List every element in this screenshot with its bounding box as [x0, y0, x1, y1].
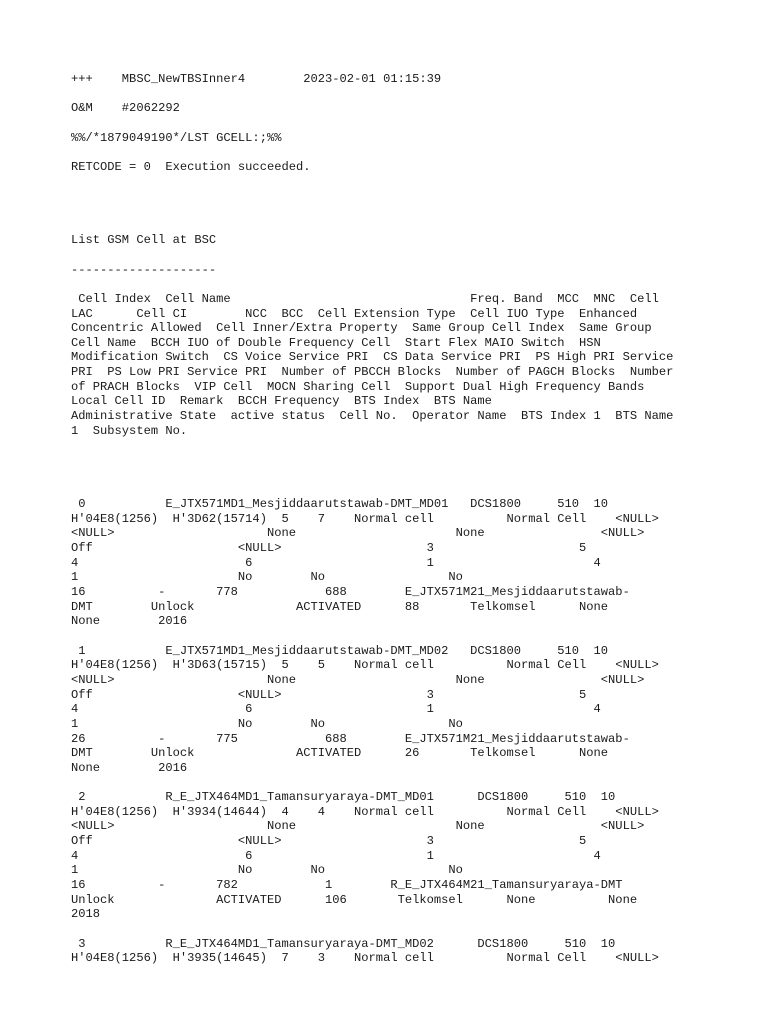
column-header-line: PRI PS Low PRI Service PRI Number of PBCCH Blocks Number of PAGCH Blocks Number: [71, 365, 674, 380]
record-line: 1 No No No: [71, 863, 463, 878]
column-header-line: Modification Switch CS Voice Service PRI CS Data Service PRI PS High PRI Service: [71, 350, 674, 365]
header-line-command: %%/*1879049190*/LST GCELL:;%%: [71, 130, 282, 145]
record-line: Off <NULL> 3 5: [71, 541, 587, 555]
record-line: Off <NULL> 3 5: [71, 834, 587, 849]
record-line: DMT Unlock ACTIVATED 26 Telkomsel None: [71, 746, 609, 761]
report-title: List GSM Cell at BSC: [71, 233, 217, 248]
column-header-line: LAC Cell CI NCC BCC Cell Extension Type Cell IUO Type Enhanced: [71, 306, 638, 321]
record-line: DMT Unlock ACTIVATED 88 Telkomsel None: [71, 599, 609, 614]
header-line-om: O&M #2062292: [71, 101, 180, 116]
column-header-line: 1 Subsystem No.: [71, 423, 188, 438]
record-line: 1 No No No: [71, 716, 463, 731]
record-line: 4 6 1 4: [71, 702, 601, 717]
record-line: 26 - 775 688 E_JTX571M21_Mesjiddaarutstawab-: [71, 731, 630, 746]
cell-record: [71, 937, 711, 966]
cell-record: [71, 790, 711, 922]
column-header-line: of PRACH Blocks VIP Cell MOCN Sharing Cell Support Dual High Frequency Bands: [71, 379, 645, 394]
record-line: H'04E8(1256) H'3935(14645) 7 3 Normal cell Normal Cell <NULL>: [71, 951, 659, 966]
record-line: Unlock ACTIVATED 106 Telkomsel None None: [71, 892, 638, 907]
record-line: <NULL> None None <NULL>: [71, 672, 645, 687]
record-line: H'04E8(1256) H'3934(14644) 4 4 Normal cell Normal Cell <NULL>: [71, 804, 659, 819]
cell-record: [71, 497, 711, 629]
record-line: 2018: [71, 907, 101, 922]
cell-record: [71, 644, 711, 776]
record-line: 3 R_E_JTX464MD1_Tamansuryaraya-DMT_MD02 DCS1800 510 10: [71, 936, 616, 951]
record-line: 1 No No No: [71, 570, 463, 585]
record-line: None 2016: [71, 760, 188, 775]
header-line-system: +++ MBSC_NewTBSInner4 2023-02-01 01:15:39: [71, 72, 442, 86]
header-line-retcode: RETCODE = 0 Execution succeeded.: [71, 159, 311, 174]
record-line: <NULL> None None <NULL>: [71, 526, 645, 541]
column-header-line: Administrative State active status Cell No. Operator Name BTS Index 1 BTS Name: [71, 409, 674, 424]
record-line: Off <NULL> 3 5: [71, 687, 587, 702]
record-line: H'04E8(1256) H'3D63(15715) 5 5 Normal cell Normal Cell <NULL>: [71, 658, 659, 673]
record-line: 4 6 1 4: [71, 848, 601, 863]
record-line: 16 - 782 1 R_E_JTX464M21_Tamansuryaraya-DMT: [71, 878, 623, 893]
record-line: 0 E_JTX571MD1_Mesjiddaarutstawab-DMT_MD01 DCS1800 510 10: [71, 497, 609, 512]
record-line: 16 - 778 688 E_JTX571M21_Mesjiddaarutstawab-: [71, 584, 630, 599]
column-header-line: Cell Name BCCH IUO of Double Frequency Cell Start Flex MAIO Switch HSN: [71, 335, 601, 350]
record-line: 2 R_E_JTX464MD1_Tamansuryaraya-DMT_MD01 DCS1800 510 10: [71, 790, 616, 805]
terminal-output-document: [71, 72, 711, 966]
column-header-line: Local Cell ID Remark BCCH Frequency BTS Index BTS Name: [71, 394, 492, 409]
column-header-line: Concentric Allowed Cell Inner/Extra Property Same Group Cell Index Same Group: [71, 321, 652, 336]
record-line: <NULL> None None <NULL>: [71, 819, 645, 834]
record-line: None 2016: [71, 614, 188, 629]
column-header-line: Cell Index Cell Name Freq. Band MCC MNC Cell: [71, 291, 659, 306]
record-line: 4 6 1 4: [71, 555, 601, 570]
record-line: 1 E_JTX571MD1_Mesjiddaarutstawab-DMT_MD02 DCS1800 510 10: [71, 643, 609, 658]
report-separator: --------------------: [71, 262, 217, 277]
record-line: H'04E8(1256) H'3D62(15714) 5 7 Normal cell Normal Cell <NULL>: [71, 511, 659, 526]
